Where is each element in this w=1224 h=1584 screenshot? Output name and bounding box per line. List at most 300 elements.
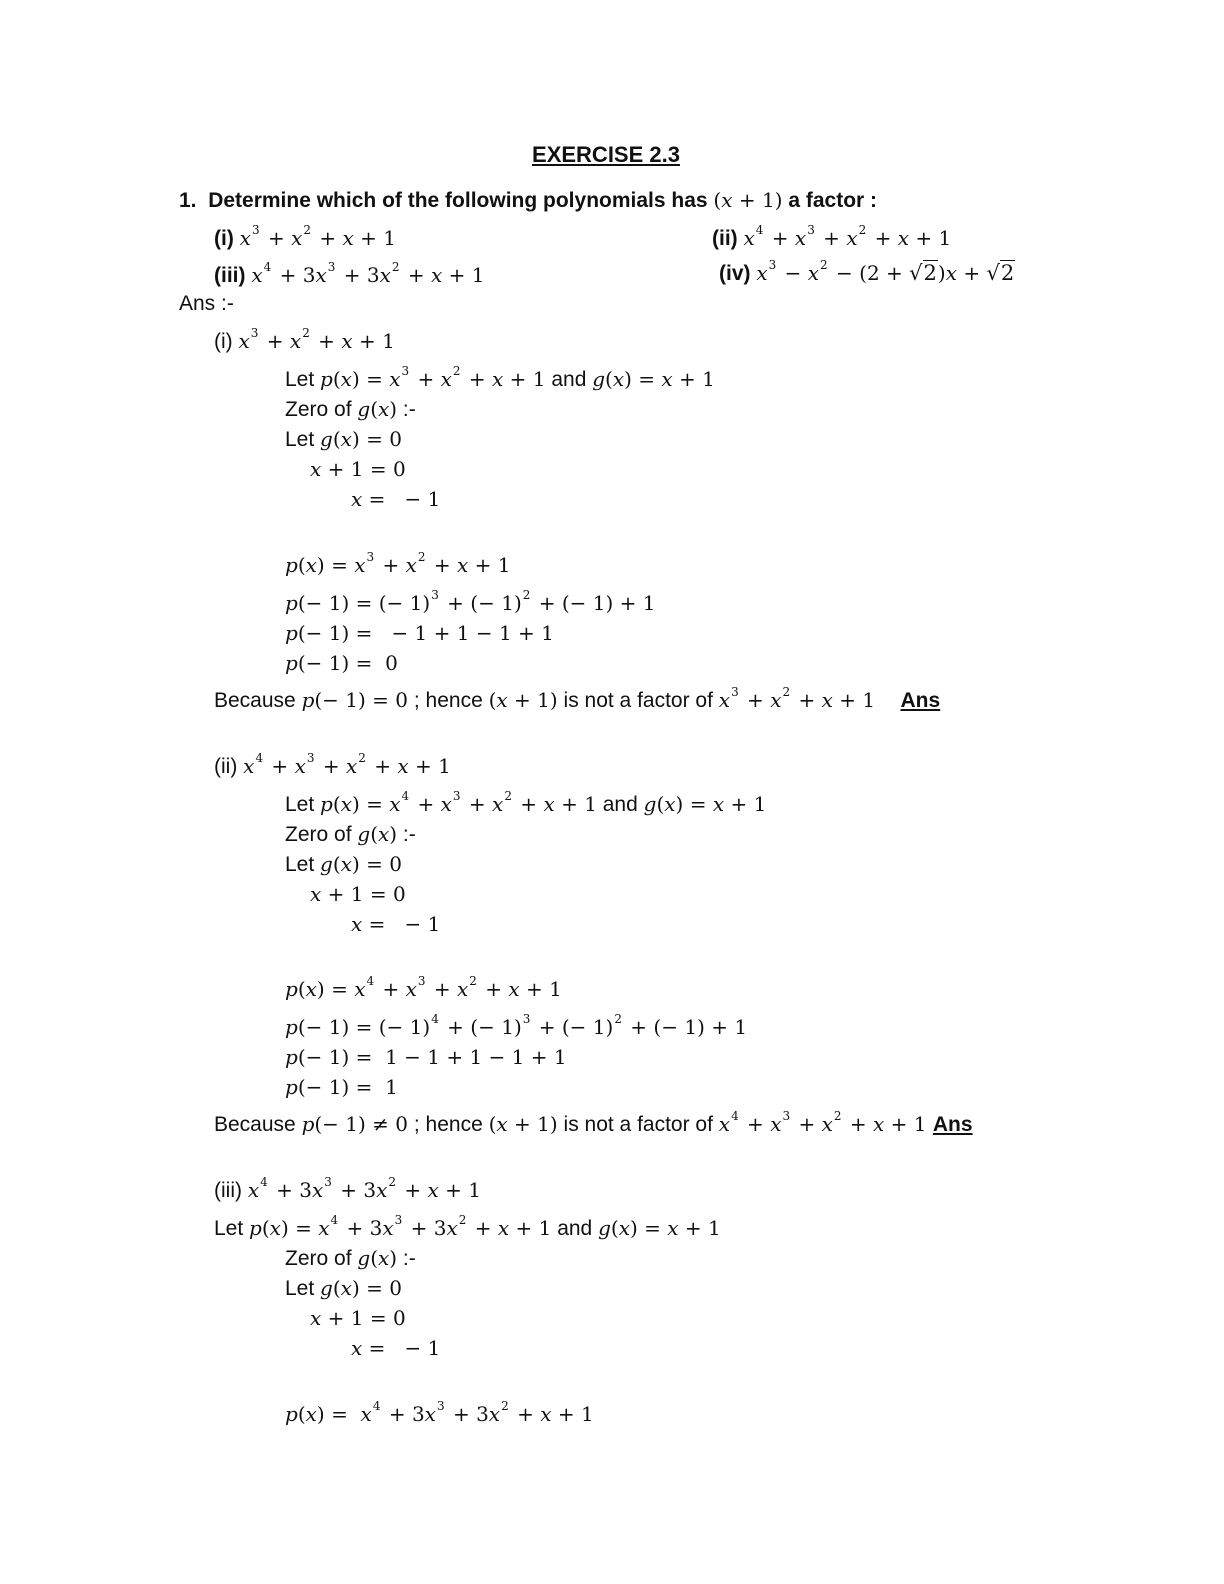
math-run: + xyxy=(513,792,544,816)
solution-line-s1-letg xyxy=(285,425,402,454)
solution-line-s1-p3 xyxy=(285,649,398,678)
math-run: = − 1 xyxy=(362,1336,441,1360)
math-run: ( xyxy=(332,852,341,876)
math-variable: x xyxy=(667,1216,679,1240)
text-run: is not a factor of xyxy=(557,1113,719,1136)
math-run: + (− 1) xyxy=(440,591,522,615)
math-variable: x xyxy=(389,367,401,391)
math-variable: x xyxy=(446,1216,458,1240)
text-run: ; hence xyxy=(408,1113,489,1136)
math-run: + xyxy=(260,329,290,353)
math-run: + xyxy=(792,1112,822,1136)
math-variable: p xyxy=(285,1402,298,1426)
math-variable: x xyxy=(873,1112,885,1136)
exponent: 2 xyxy=(452,364,461,378)
math-run: ( xyxy=(370,397,378,421)
math-run: ( xyxy=(332,427,341,451)
math-run: + 1) xyxy=(732,188,783,212)
math-run: ) = xyxy=(351,792,390,816)
math-variable: x xyxy=(440,792,452,816)
solution-line-s2-eq2 xyxy=(351,910,440,939)
math-run: + xyxy=(316,754,346,778)
math-variable: x xyxy=(311,1178,324,1202)
exponent: 2 xyxy=(501,1399,509,1413)
math-run: + 1 = 0 xyxy=(321,882,406,906)
math-run: ) = xyxy=(675,792,713,816)
math-run: ) = xyxy=(351,367,390,391)
exponent: 3 xyxy=(327,260,336,274)
math-variable: x xyxy=(492,367,504,391)
math-run: ) = xyxy=(316,1402,361,1426)
math-variable: x xyxy=(294,754,306,778)
math-run: + xyxy=(401,263,431,287)
solution-line-s2-conc xyxy=(214,1110,973,1139)
solution-line-s2-letg xyxy=(285,850,402,879)
math-run: + xyxy=(765,226,795,250)
exponent: 2 xyxy=(522,588,531,602)
solution-line-s2-p xyxy=(285,975,562,1004)
math-run: + 1 xyxy=(353,226,396,250)
math-run: ( xyxy=(297,1402,306,1426)
math-run: ( xyxy=(261,1216,270,1240)
math-run: ) = 0 xyxy=(351,427,402,451)
math-variable: g xyxy=(357,822,371,846)
math-run: + 1 xyxy=(884,1112,933,1136)
math-run: + xyxy=(462,367,493,391)
math-variable: g xyxy=(357,1246,371,1270)
exponent: 3 xyxy=(436,1399,445,1413)
text-run: (i) xyxy=(214,330,239,353)
math-run: + 1 xyxy=(503,367,546,391)
text-run: Zero of xyxy=(285,823,358,846)
text-run: Let xyxy=(285,428,321,451)
part-expression xyxy=(743,223,952,250)
math-variable: x xyxy=(354,977,366,1001)
text-run: and xyxy=(596,793,644,816)
math-variable: g xyxy=(643,792,657,816)
text-run: Let xyxy=(214,1217,250,1240)
exponent: 4 xyxy=(401,789,410,803)
math-run: + 1 = 0 xyxy=(321,457,406,481)
math-variable: p xyxy=(320,792,333,816)
exponent: 4 xyxy=(431,1012,439,1026)
solution-line-s1-eq1 xyxy=(310,455,406,484)
text-run: and xyxy=(551,1217,599,1240)
part-expression xyxy=(251,260,485,287)
math-run: + xyxy=(468,1216,498,1240)
question-text: Determine which of the following polynomials has xyxy=(208,189,708,212)
math-run: ( xyxy=(297,553,306,577)
math-variable: x xyxy=(305,1402,317,1426)
math-run: + xyxy=(313,226,343,250)
math-run: + xyxy=(265,754,295,778)
math-variable: x xyxy=(543,792,555,816)
math-run: ( xyxy=(297,977,306,1001)
math-variable: x xyxy=(305,977,317,1001)
exponent: 3 xyxy=(417,974,426,988)
math-variable: x xyxy=(351,1336,363,1360)
solution-line-s1-p2 xyxy=(285,619,554,648)
math-run: ) xyxy=(389,397,398,421)
math-variable: g xyxy=(320,1276,333,1300)
solution-line-s1-conc xyxy=(214,686,940,715)
math-run: + xyxy=(510,1402,541,1426)
math-run: + 3 xyxy=(337,263,380,287)
math-run: + xyxy=(398,1178,428,1202)
part-iii-statement xyxy=(214,261,484,290)
math-run: ( xyxy=(656,792,665,816)
math-run: ( xyxy=(713,188,722,212)
solution-line-s1-head xyxy=(214,327,395,356)
solution-line-s1-p xyxy=(285,551,510,580)
solution-line-s2-head xyxy=(214,752,451,781)
exponent: 3 xyxy=(452,789,461,803)
answer-label: Ans :- xyxy=(179,292,234,315)
math-variable: x xyxy=(770,688,782,712)
math-variable: x xyxy=(712,792,725,816)
exponent: 2 xyxy=(388,1175,396,1189)
math-run: + (− 1) xyxy=(532,1015,614,1039)
math-run: ( xyxy=(332,792,341,816)
math-run: + (− 1) + 1 xyxy=(623,1015,748,1039)
text-run: (iii) xyxy=(214,1179,248,1202)
part-expression xyxy=(756,258,1015,285)
math-run: (− 1) = 0 xyxy=(297,651,398,675)
solution-line-s1-let xyxy=(285,365,715,394)
math-variable: x xyxy=(389,792,401,816)
math-variable: x xyxy=(379,263,391,287)
math-variable: x xyxy=(376,1178,388,1202)
math-run: − xyxy=(778,261,808,285)
math-run: + 3 xyxy=(382,1402,425,1426)
math-variable: x xyxy=(807,261,820,285)
question-statement xyxy=(179,186,877,215)
math-run: ) = 0 xyxy=(351,852,402,876)
math-variable: g xyxy=(357,397,371,421)
math-variable: x xyxy=(945,261,958,285)
math-variable: x xyxy=(718,688,731,712)
math-run: ( xyxy=(370,1246,378,1270)
part-iv-statement xyxy=(719,259,1015,288)
math-variable: x xyxy=(378,397,390,421)
solution-line-s3-p xyxy=(285,1400,594,1429)
math-run: (− 1) ≠ 0 xyxy=(314,1112,409,1136)
math-variable: p xyxy=(285,591,298,615)
exponent: 4 xyxy=(263,260,272,274)
exponent: 3 xyxy=(250,326,259,340)
math-run: ) = xyxy=(624,367,662,391)
exponent: 3 xyxy=(394,1213,403,1227)
math-variable: x xyxy=(497,1216,510,1240)
math-variable: x xyxy=(378,1246,390,1270)
math-run: + xyxy=(261,226,292,250)
exponent: 2 xyxy=(391,260,400,274)
exponent: 2 xyxy=(782,685,791,699)
exponent: 2 xyxy=(504,789,512,803)
text-run: :- xyxy=(397,398,416,421)
text-run: Let xyxy=(285,853,321,876)
math-variable: x xyxy=(540,1402,552,1426)
radicand: 2 xyxy=(1000,261,1015,285)
math-run: (− 1) = (− 1) xyxy=(297,1015,431,1039)
math-variable: x xyxy=(846,226,858,250)
math-variable: x xyxy=(305,553,317,577)
math-run: + 1 xyxy=(352,329,395,353)
math-run: ) = xyxy=(316,977,355,1001)
math-run: (− 1) = − 1 + 1 − 1 + 1 xyxy=(297,621,554,645)
solution-line-s2-eq1 xyxy=(310,880,406,909)
math-variable: x xyxy=(427,1178,439,1202)
solution-line-s2-p1 xyxy=(285,1013,747,1042)
part-expression xyxy=(239,223,396,250)
square-root xyxy=(987,260,1016,285)
exponent: 2 xyxy=(469,974,477,988)
math-variable: x xyxy=(488,1402,501,1426)
math-variable: x xyxy=(496,1112,508,1136)
math-variable: x xyxy=(405,553,417,577)
math-run: + xyxy=(478,977,509,1001)
exponent: 3 xyxy=(431,588,439,602)
math-run: ( xyxy=(332,1276,341,1300)
math-variable: x xyxy=(397,754,409,778)
solution-line-s2-p2 xyxy=(285,1043,567,1072)
math-run: + 1) xyxy=(507,1112,558,1136)
solution-line-s2-zero xyxy=(285,820,416,849)
math-variable: p xyxy=(285,621,298,645)
solution-line-s3-let xyxy=(214,1214,721,1243)
math-run: + 1 xyxy=(442,263,485,287)
exponent: 3 xyxy=(807,223,815,237)
exponent: 4 xyxy=(366,974,375,988)
math-variable: g xyxy=(592,367,606,391)
math-variable: x xyxy=(247,1178,260,1202)
text-run: Because xyxy=(214,1113,302,1136)
math-variable: x xyxy=(618,1216,630,1240)
exercise-title: EXERCISE 2.3 xyxy=(532,142,680,167)
part-label: (ii) xyxy=(712,227,738,250)
math-variable: x xyxy=(340,852,352,876)
question-text-end: a factor : xyxy=(788,189,878,212)
exponent: 3 xyxy=(782,1109,791,1123)
math-run: ) = xyxy=(629,1216,668,1240)
math-variable: x xyxy=(239,226,251,250)
math-variable: x xyxy=(770,1112,782,1136)
math-variable: x xyxy=(440,367,452,391)
math-variable: x xyxy=(340,427,352,451)
exponent: 4 xyxy=(260,1175,268,1189)
text-run: Let xyxy=(285,793,321,816)
math-run: + xyxy=(792,688,822,712)
math-variable: x xyxy=(340,367,352,391)
math-run: + 1 xyxy=(672,367,715,391)
math-variable: x xyxy=(342,226,354,250)
math-run: + xyxy=(462,792,493,816)
math-run: + xyxy=(816,226,847,250)
math-variable: x xyxy=(251,263,263,287)
question-factor xyxy=(713,188,782,212)
math-run: + xyxy=(376,553,406,577)
math-variable: x xyxy=(821,1112,833,1136)
math-run: + 1 = 0 xyxy=(321,1306,406,1330)
math-run: + 1 xyxy=(468,553,511,577)
math-run: + 1 xyxy=(509,1216,552,1240)
exponent: 4 xyxy=(755,223,764,237)
radical-sign-icon: √ xyxy=(909,261,923,285)
solution-line-s1-p1 xyxy=(285,589,656,618)
math-variable: x xyxy=(496,688,508,712)
math-run: + 3 xyxy=(404,1216,447,1240)
exponent: 2 xyxy=(614,1012,622,1026)
math-variable: x xyxy=(424,1402,436,1426)
text-run: Because xyxy=(214,689,302,712)
text-run: Zero of xyxy=(285,1247,358,1270)
part-i-statement xyxy=(214,224,396,253)
math-run: ( xyxy=(488,688,497,712)
math-run: − (2 + xyxy=(829,261,910,285)
part-ii-statement xyxy=(712,224,951,253)
math-run: (− 1) = (− 1) xyxy=(297,591,431,615)
solution-line-s2-p3 xyxy=(285,1073,398,1102)
text-run: ; hence xyxy=(408,689,489,712)
exponent: 4 xyxy=(372,1399,381,1413)
math-variable: x xyxy=(756,261,768,285)
math-run: ) xyxy=(937,261,946,285)
math-run: + (− 1) xyxy=(440,1015,522,1039)
answer-mark: Ans xyxy=(900,689,941,712)
math-variable: x xyxy=(382,1216,394,1240)
math-run: + xyxy=(740,688,771,712)
math-run: + xyxy=(427,553,457,577)
math-run: (− 1) = 0 xyxy=(314,688,409,712)
math-run: ( xyxy=(370,822,378,846)
math-run: + xyxy=(376,977,406,1001)
math-run: + xyxy=(411,367,441,391)
math-variable: p xyxy=(285,1015,298,1039)
text-run: Let xyxy=(285,368,321,391)
part-label: (iii) xyxy=(214,264,246,287)
solution-line-s3-zero xyxy=(285,1244,416,1273)
solution-line-s3-eq2 xyxy=(351,1334,440,1363)
math-variable: x xyxy=(664,792,676,816)
exponent: 3 xyxy=(401,364,410,378)
math-variable: x xyxy=(351,487,363,511)
exponent: 4 xyxy=(330,1213,339,1227)
text-run: Let xyxy=(285,1277,321,1300)
exponent: 4 xyxy=(731,1109,739,1123)
math-variable: g xyxy=(320,427,333,451)
math-variable: x xyxy=(341,329,353,353)
math-run: + 3 xyxy=(269,1178,312,1202)
math-variable: p xyxy=(285,1075,298,1099)
math-variable: x xyxy=(718,1112,731,1136)
exponent: 2 xyxy=(833,1109,842,1123)
text-run: :- xyxy=(397,823,416,846)
math-run: + xyxy=(311,329,342,353)
solution-line-s2-let xyxy=(285,790,766,819)
text-run: is not a factor of xyxy=(557,689,719,712)
math-variable: x xyxy=(345,754,358,778)
math-variable: x xyxy=(721,188,733,212)
part-label: (i) xyxy=(214,227,234,250)
math-variable: x xyxy=(269,1216,281,1240)
math-run: + 3 xyxy=(333,1178,377,1202)
math-run: ( xyxy=(488,1112,497,1136)
math-variable: x xyxy=(310,882,322,906)
math-variable: x xyxy=(508,977,520,1001)
exponent: 2 xyxy=(417,550,426,564)
solution-line-s1-zero xyxy=(285,395,416,424)
math-run: = − 1 xyxy=(362,487,441,511)
exponent: 2 xyxy=(820,258,828,272)
answer-mark: Ans xyxy=(932,1113,973,1136)
math-variable: x xyxy=(238,329,250,353)
math-variable: x xyxy=(743,226,755,250)
math-variable: p xyxy=(320,367,333,391)
math-variable: p xyxy=(285,977,298,1001)
math-run: ) = xyxy=(280,1216,319,1240)
math-variable: x xyxy=(431,263,443,287)
math-run: ( xyxy=(332,367,341,391)
math-run: (− 1) = 1 xyxy=(297,1075,398,1099)
math-variable: x xyxy=(897,226,909,250)
math-run: = − 1 xyxy=(362,912,441,936)
text-run: Zero of xyxy=(285,398,358,421)
math-run: + 1 xyxy=(909,226,952,250)
math-run: ) = xyxy=(316,553,355,577)
exponent: 2 xyxy=(858,223,867,237)
exponent: 3 xyxy=(366,550,375,564)
math-variable: x xyxy=(315,263,327,287)
math-run: ) xyxy=(389,1246,398,1270)
exponent: 2 xyxy=(358,751,366,765)
math-variable: x xyxy=(291,226,303,250)
math-variable: x xyxy=(289,329,302,353)
math-run: + 1 xyxy=(438,1178,481,1202)
radical-sign-icon: √ xyxy=(986,261,1000,285)
math-variable: x xyxy=(360,1402,372,1426)
math-run: + xyxy=(868,226,898,250)
solution-line-s3-eq1 xyxy=(310,1304,406,1333)
math-run: ) = 0 xyxy=(351,1276,402,1300)
math-variable: x xyxy=(340,1276,352,1300)
math-variable: x xyxy=(378,822,390,846)
math-run: + xyxy=(367,754,398,778)
math-variable: x xyxy=(310,457,322,481)
math-variable: x xyxy=(318,1216,330,1240)
exponent: 2 xyxy=(302,326,310,340)
solution-line-s1-eq2 xyxy=(351,485,440,514)
math-run: + 1 xyxy=(832,688,901,712)
math-run: + 1 xyxy=(408,754,451,778)
exponent: 2 xyxy=(303,223,311,237)
math-variable: x xyxy=(457,553,469,577)
math-variable: x xyxy=(340,792,352,816)
math-variable: p xyxy=(301,688,315,712)
exponent: 3 xyxy=(522,1012,531,1026)
math-variable: x xyxy=(405,977,417,1001)
math-variable: x xyxy=(612,367,625,391)
math-run: ( xyxy=(610,1216,619,1240)
math-variable: x xyxy=(354,553,366,577)
math-variable: p xyxy=(285,1045,298,1069)
math-variable: x xyxy=(661,367,673,391)
exponent: 3 xyxy=(731,685,739,699)
math-variable: x xyxy=(351,912,363,936)
math-variable: x xyxy=(457,977,469,1001)
question-number: 1. xyxy=(179,189,197,212)
math-run: + (− 1) + 1 xyxy=(532,591,656,615)
square-root xyxy=(909,260,938,285)
